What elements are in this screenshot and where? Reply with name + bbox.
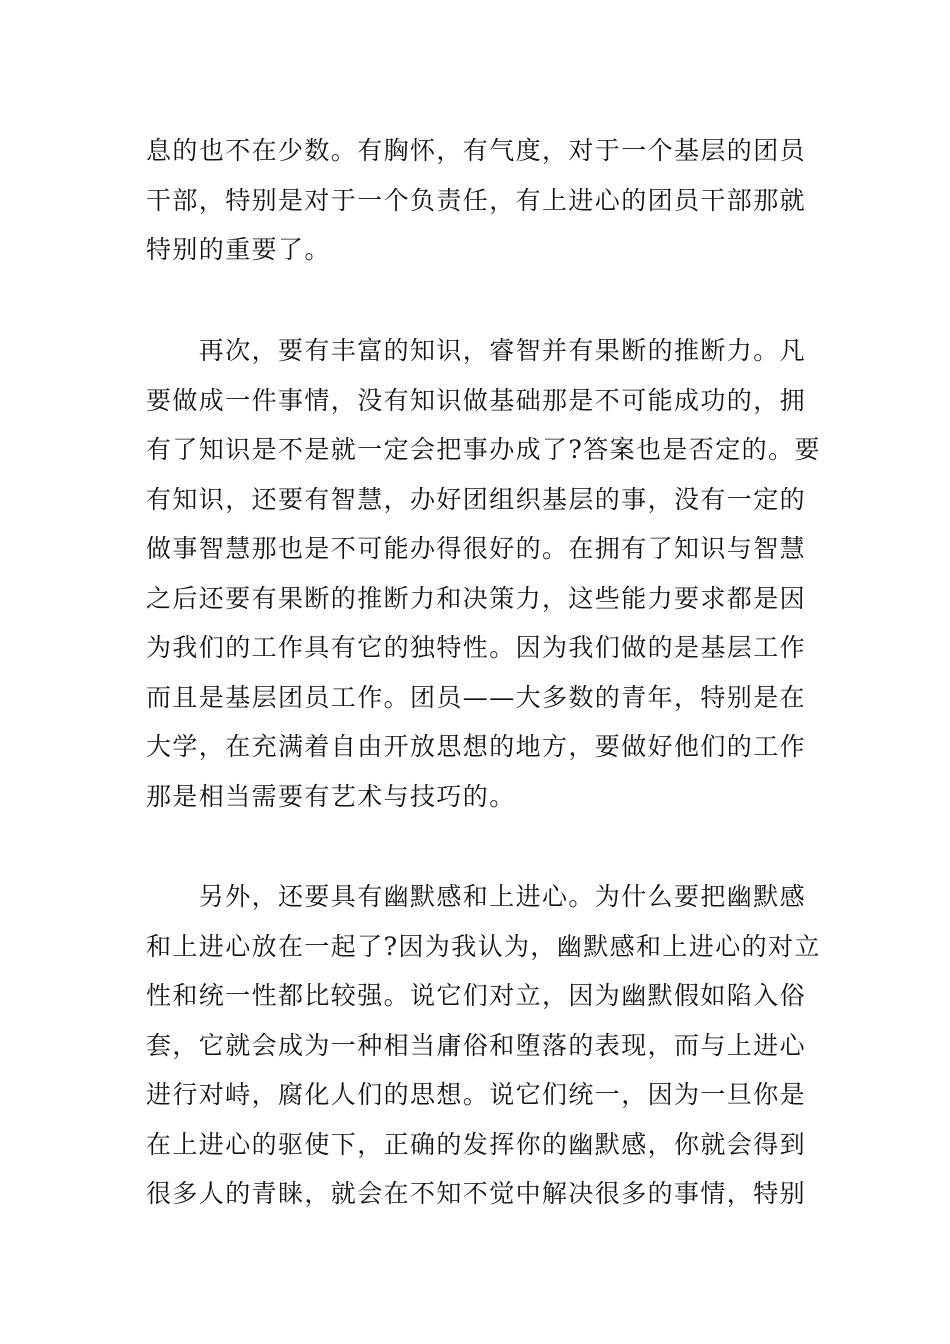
paragraph-line: 为我们的工作具有它的独特性。因为我们做的是基层工作 [146,633,807,662]
paragraph-line: 而且是基层团员工作。团员——大多数的青年，特别是在 [146,682,807,712]
paragraph-line: 大学，在充满着自由开放思想的地方，要做好他们的工作 [146,732,807,761]
paragraph-line: 息的也不在少数。有胸怀，有气度，对于一个基层的团员 [146,136,807,165]
paragraph-line: 很多人的青睐，就会在不知不觉中解决很多的事情，特别 [146,1179,807,1208]
paragraph-line: 和上进心放在一起了?因为我认为，幽默感和上进心的对立 [146,931,821,961]
paragraph-line: 干部，特别是对于一个负责任，有上进心的团员干部那就 [146,185,807,215]
paragraph-line: 进行对峙，腐化人们的思想。说它们统一，因为一旦你是 [146,1080,807,1109]
paragraph-line: 特别的重要了。 [146,235,331,264]
paragraph-line: 套，它就会成为一种相当庸俗和堕落的表现，而与上进心 [146,1030,807,1060]
paragraph-line: 之后还要有果断的推断力和决策力，这些能力要求都是因 [146,583,807,613]
paragraph-line: 有知识，还要有智慧，办好团组织基层的事，没有一定的 [146,484,807,514]
paragraph-line: 性和统一性都比较强。说它们对立，因为幽默假如陷入俗 [146,981,807,1010]
paragraph-line: 那是相当需要有艺术与技巧的。 [146,781,516,811]
paragraph-line: 再次，要有丰富的知识，睿智并有果断的推断力。凡 [146,336,807,365]
paragraph-line: 另外，还要具有幽默感和上进心。为什么要把幽默感 [146,882,807,911]
paragraph-line: 有了知识是不是就一定会把事办成了?答案也是否定的。要 [146,435,821,464]
paragraph-line: 做事智慧那也是不可能办得很好的。在拥有了知识与智慧 [146,534,807,563]
paragraph-line: 要做成一件事情，没有知识做基础那是不可能成功的，拥 [146,385,807,415]
paragraph-3 [146,872,821,1219]
paragraph-2 [146,326,821,821]
paragraph-1 [146,126,806,275]
paragraph-line: 在上进心的驱使下，正确的发挥你的幽默感，你就会得到 [146,1129,807,1159]
